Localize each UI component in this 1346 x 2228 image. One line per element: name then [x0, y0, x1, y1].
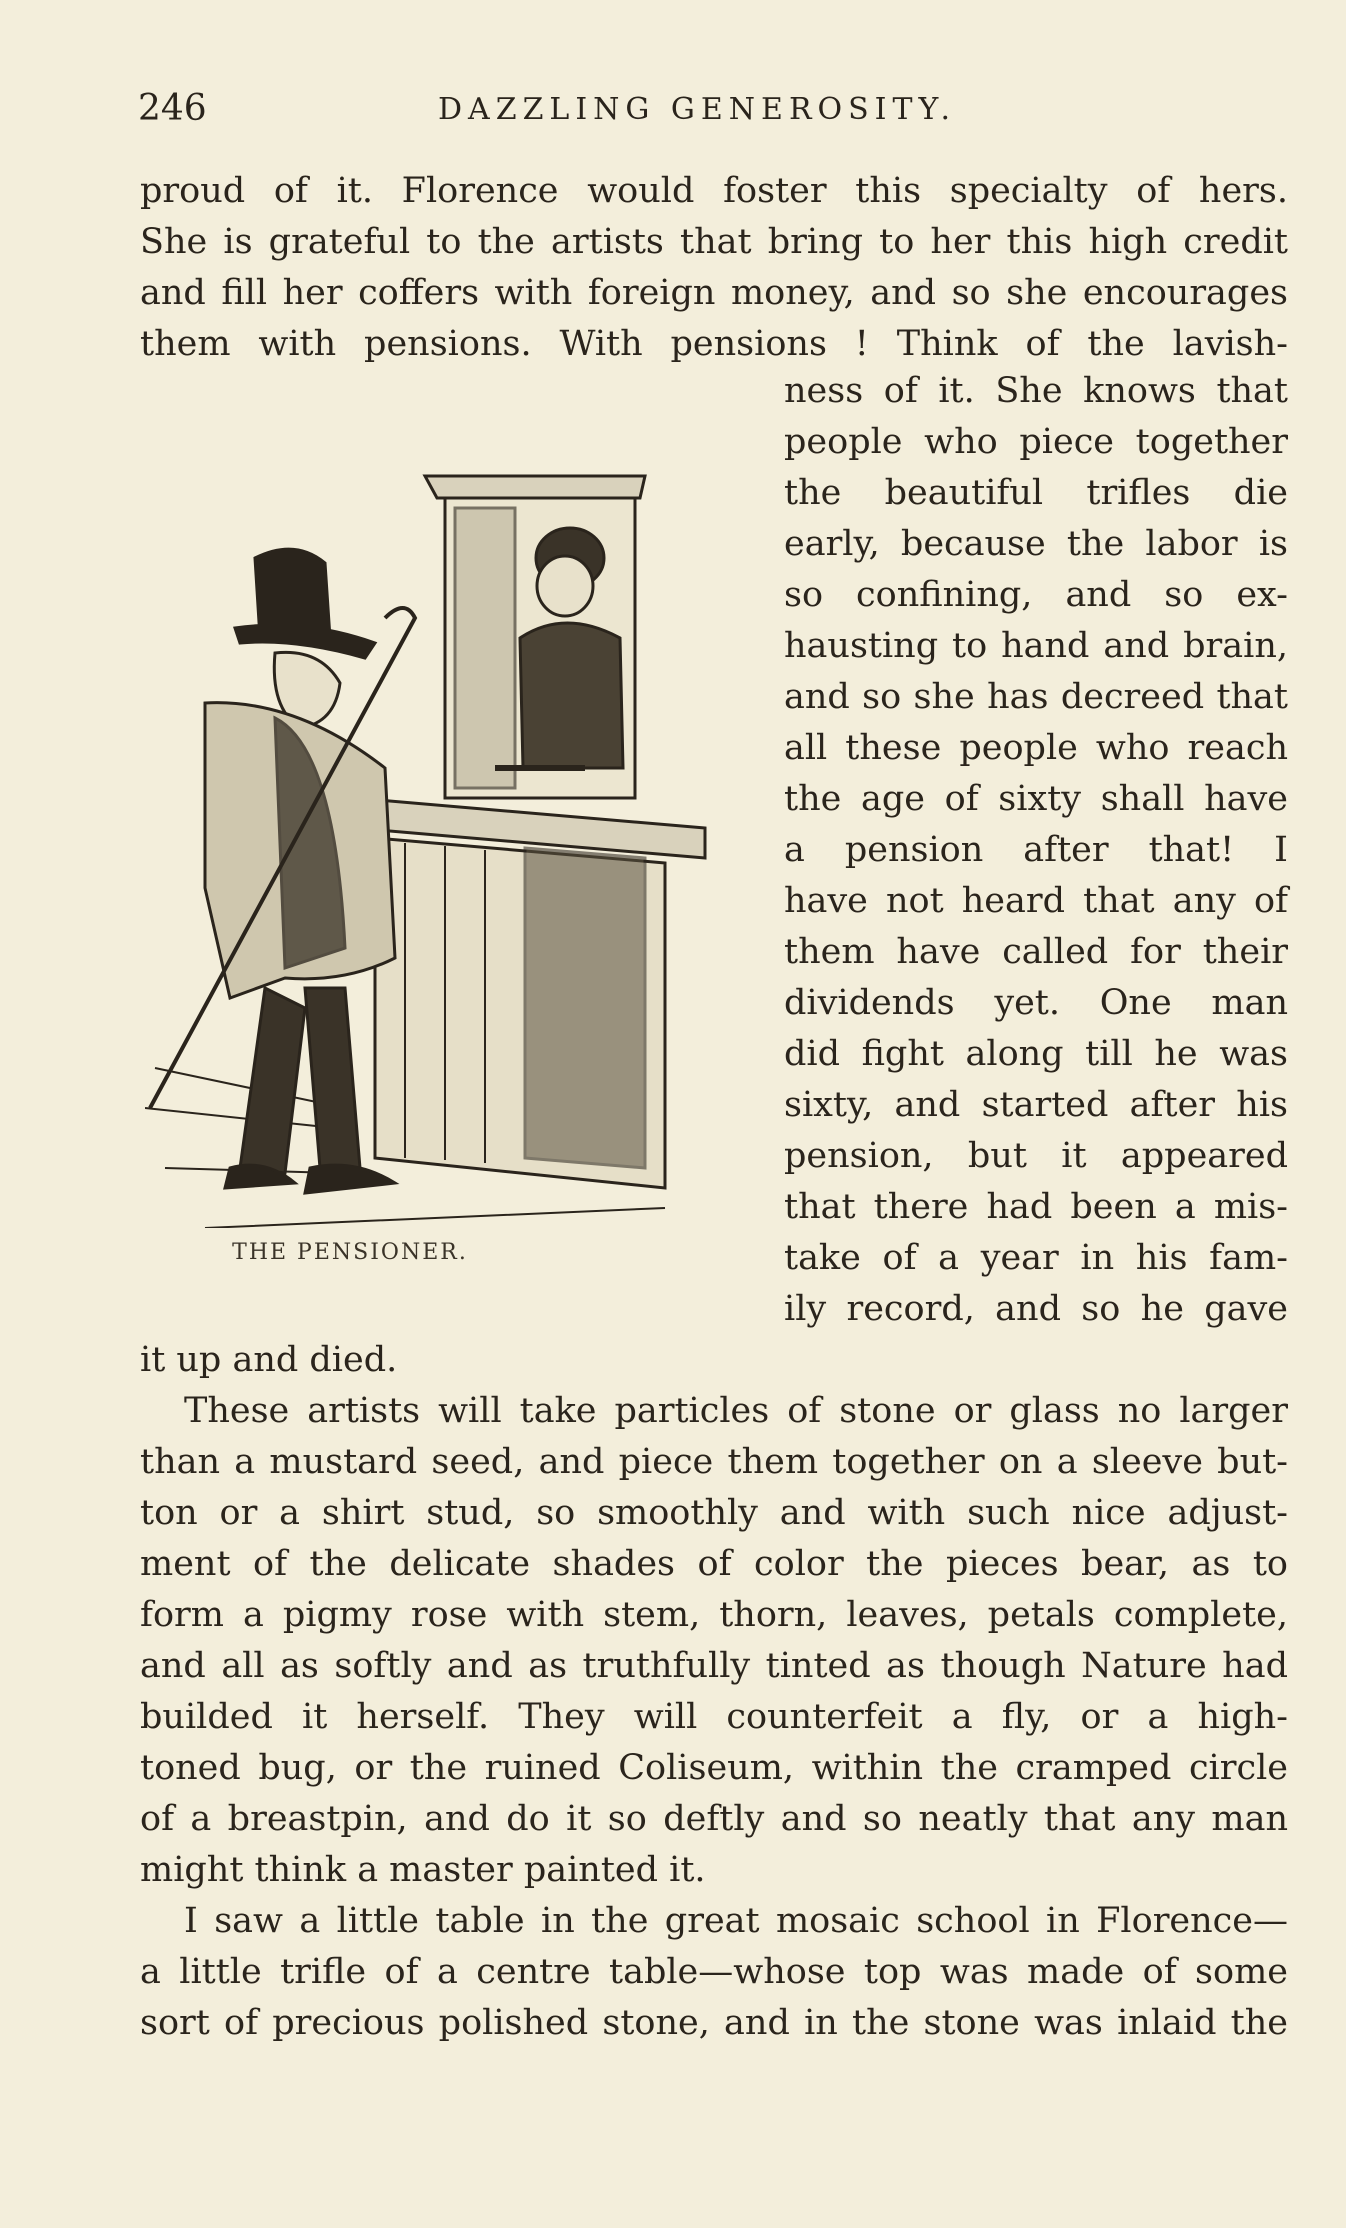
- text-line: ness of it. She knows that: [784, 371, 1288, 411]
- text-line: and fill her coffers with foreign money, and so she encourages: [140, 273, 1288, 313]
- text-line: that there had been a mis-: [784, 1187, 1288, 1227]
- running-head: DAZZLING GENEROSITY.: [438, 92, 957, 127]
- text-line: proud of it. Florence would foster this specialty of hers.: [140, 171, 1288, 211]
- text-line: pension, but it appeared: [784, 1136, 1288, 1176]
- text-line: than a mustard seed, and piece them together on a sleeve but-: [140, 1442, 1288, 1482]
- paragraph-top: [140, 166, 1288, 370]
- text-line: and all as softly and as truthfully tinted as though Nature had: [140, 1646, 1288, 1686]
- text-line: form a pigmy rose with stem, thorn, leaves, petals complete,: [140, 1595, 1288, 1635]
- text-line: the age of sixty shall have: [784, 779, 1288, 819]
- text-line: people who piece together: [784, 422, 1288, 462]
- page-header: [138, 88, 1288, 138]
- text-line: sort of precious polished stone, and in the stone was inlaid the: [140, 2003, 1288, 2043]
- text-line: it up and died.: [140, 1340, 398, 1380]
- text-line: the beautiful trifles die: [784, 473, 1288, 513]
- text-line: have not heard that any of: [784, 881, 1288, 921]
- text-line: of a breastpin, and do it so deftly and so neatly that any man: [140, 1799, 1288, 1839]
- text-line: did fight along till he was: [784, 1034, 1288, 1074]
- text-line: ment of the delicate shades of color the pieces bear, as to: [140, 1544, 1288, 1584]
- text-line: a little trifle of a centre table—whose top was made of some: [140, 1952, 1288, 1992]
- text-line: hausting to hand and brain,: [784, 626, 1288, 666]
- page-number: 246: [138, 88, 207, 129]
- illustration-figure: [145, 468, 715, 1268]
- text-line: take of a year in his fam-: [784, 1238, 1288, 1278]
- paragraph-bottom: [140, 1335, 1288, 2049]
- figure-caption: THE PENSIONER.: [232, 1240, 468, 1265]
- text-line: all these people who reach: [784, 728, 1288, 768]
- text-line: She is grateful to the artists that bring to her this high credit: [140, 222, 1288, 262]
- text-line: and so she has decreed that: [784, 677, 1288, 717]
- text-line: them have called for their: [784, 932, 1288, 972]
- text-line: so confining, and so ex-: [784, 575, 1288, 615]
- text-line: I saw a little table in the great mosaic school in Florence—: [184, 1901, 1288, 1941]
- text-line: sixty, and started after his: [784, 1085, 1288, 1125]
- text-line: toned bug, or the ruined Coliseum, within the cramped circle: [140, 1748, 1288, 1788]
- paragraph-right-of-figure: [784, 366, 1288, 1335]
- text-line: them with pensions. With pensions ! Think of the lavish-: [140, 324, 1288, 364]
- text-line: might think a master painted it.: [140, 1850, 706, 1890]
- text-line: These artists will take particles of stone or glass no larger: [184, 1391, 1288, 1431]
- text-line: early, because the labor is: [784, 524, 1288, 564]
- text-line: builded it herself. They will counterfeit a fly, or a high-: [140, 1697, 1288, 1737]
- pensioner-illustration-icon: [145, 468, 715, 1228]
- text-line: a pension after that! I: [784, 830, 1288, 870]
- text-line: ily record, and so he gave: [784, 1289, 1288, 1329]
- text-line: ton or a shirt stud, so smoothly and with such nice adjust-: [140, 1493, 1288, 1533]
- text-line: dividends yet. One man: [784, 983, 1288, 1023]
